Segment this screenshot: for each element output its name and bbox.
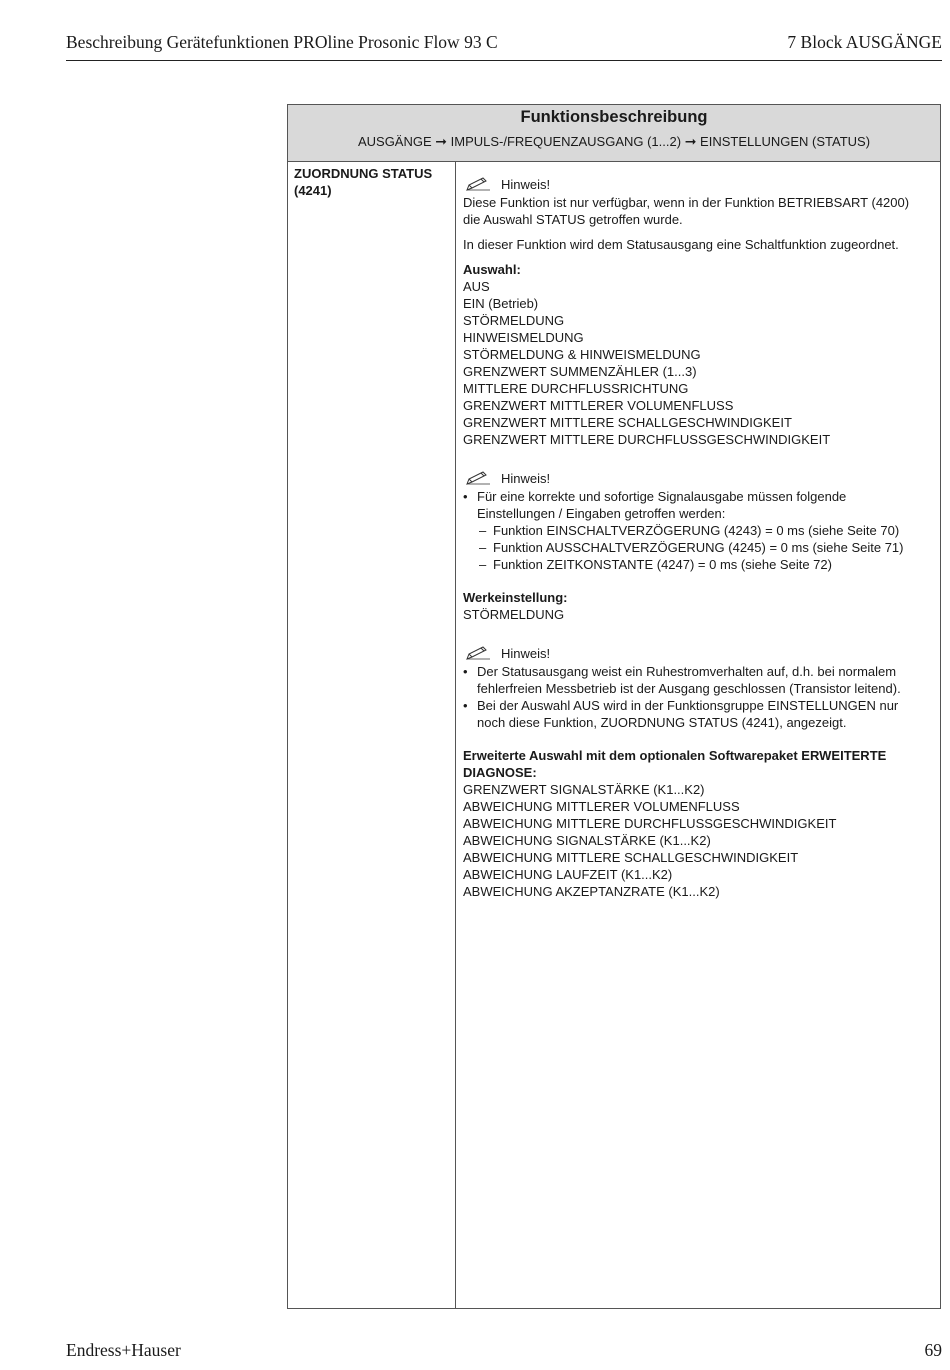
note-label: Hinweis! — [501, 645, 551, 661]
pencil-icon — [465, 176, 491, 192]
list-item: GRENZWERT MITTLERE DURCHFLUSSGESCHWINDIGKEIT — [463, 432, 831, 447]
selection-list — [463, 278, 926, 448]
function-code: (4241) — [294, 183, 332, 198]
list-item: ABWEICHUNG LAUFZEIT (K1...K2) — [463, 867, 673, 882]
list-item: GRENZWERT MITTLERER VOLUMENFLUSS — [463, 398, 734, 413]
list-item: GRENZWERT SIGNALSTÄRKE (K1...K2) — [463, 782, 705, 797]
list-item: ABWEICHUNG MITTLERE SCHALLGESCHWINDIGKEIT — [463, 850, 799, 865]
list-item: STÖRMELDUNG — [463, 313, 565, 328]
note-text: Diese Funktion ist nur verfügbar, wenn in der Funktion BETRIEBSART (4200) die Auswahl STATUS getroffen wurde. — [463, 195, 910, 227]
bullet-item: • Bei der Auswahl AUS wird in der Funktionsgruppe EINSTELLUNGEN nur noch diese Funktion, ZUORDNUNG STATUS (4241), angezeigt. — [463, 697, 926, 731]
path-level-1: AUSGÄNGE — [357, 134, 432, 149]
note-block — [463, 643, 926, 731]
path-level-2: IMPULS-/FREQUENZAUSGANG (1...2) — [450, 134, 682, 149]
path-level-3: EINSTELLUNGEN (STATUS) — [700, 134, 871, 149]
note-label: Hinweis! — [501, 470, 551, 486]
dash-item: – Funktion EINSCHALTVERZÖGERUNG (4243) = 0 ms (siehe Seite 70) — [463, 522, 926, 539]
list-item: EIN (Betrieb) — [463, 296, 539, 311]
bullet-item: • Der Statusausgang weist ein Ruhestromverhalten auf, d.h. bei normalem fehlerfreien Messbetrieb ist der Ausgang geschlossen (Transistor leitend). — [463, 663, 926, 697]
pencil-icon — [465, 645, 491, 661]
bullet-item: • Für eine korrekte und sofortige Signalausgabe müssen folgende Einstellungen / Eingaben getroffen werden: — [463, 488, 926, 522]
note-block — [463, 468, 926, 573]
default-label: Werkeinstellung: — [463, 590, 568, 605]
table-header — [288, 105, 940, 162]
list-item: ABWEICHUNG AKZEPTANZRATE (K1...K2) — [463, 884, 720, 899]
note-label: Hinweis! — [501, 176, 551, 192]
document-title: Beschreibung Gerätefunktionen PROline Prosonic Flow 93 C — [66, 32, 498, 52]
function-description-cell — [463, 162, 926, 1308]
function-description-table — [287, 104, 941, 1309]
list-item: GRENZWERT SUMMENZÄHLER (1...3) — [463, 364, 697, 379]
list-item: ABWEICHUNG MITTLERE DURCHFLUSSGESCHWINDIGKEIT — [463, 816, 837, 831]
page-number: 69 — [924, 1340, 942, 1360]
menu-path — [288, 133, 940, 150]
table-title: Funktionsbeschreibung — [520, 108, 708, 126]
note-block — [463, 174, 926, 228]
chapter-title: 7 Block AUSGÄNGE — [787, 32, 942, 52]
list-item: ABWEICHUNG SIGNALSTÄRKE (K1...K2) — [463, 833, 711, 848]
list-item: GRENZWERT MITTLERE SCHALLGESCHWINDIGKEIT — [463, 415, 792, 430]
list-item: AUS — [463, 279, 490, 294]
brand-name: Endress+Hauser — [66, 1340, 181, 1360]
selection-label: Auswahl: — [463, 262, 521, 277]
function-name-cell — [288, 162, 456, 1308]
page-header — [66, 30, 942, 61]
pencil-icon — [465, 470, 491, 486]
list-item: STÖRMELDUNG & HINWEISMELDUNG — [463, 347, 701, 362]
extended-selection-list — [463, 781, 926, 900]
dash-item: – Funktion AUSSCHALTVERZÖGERUNG (4245) = 0 ms (siehe Seite 71) — [463, 539, 926, 556]
function-name: ZUORDNUNG STATUS — [294, 166, 433, 181]
default-value: STÖRMELDUNG — [463, 607, 565, 622]
list-item: MITTLERE DURCHFLUSSRICHTUNG — [463, 381, 689, 396]
arrow-right-icon: ➞ — [435, 133, 448, 149]
intro-text: In dieser Funktion wird dem Statusausgang eine Schaltfunktion zugeordnet. — [463, 237, 899, 252]
arrow-right-icon: ➞ — [684, 133, 697, 149]
list-item: HINWEISMELDUNG — [463, 330, 584, 345]
extended-selection-label: Erweiterte Auswahl mit dem optionalen Softwarepaket ERWEITERTE DIAGNOSE: — [463, 748, 887, 780]
dash-item: – Funktion ZEITKONSTANTE (4247) = 0 ms (siehe Seite 72) — [463, 556, 926, 573]
list-item: ABWEICHUNG MITTLERER VOLUMENFLUSS — [463, 799, 740, 814]
